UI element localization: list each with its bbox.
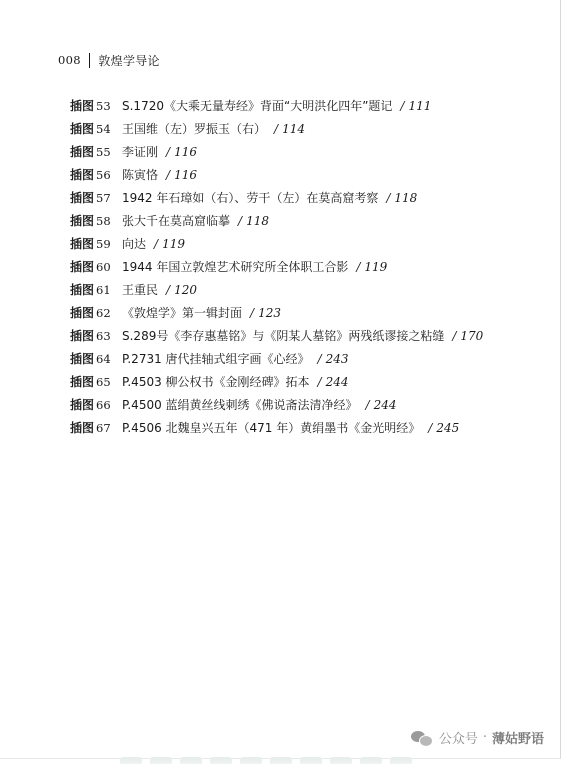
page-reference: 119 — [162, 236, 185, 251]
page-separator: / — [356, 259, 361, 274]
page-reference: 120 — [174, 282, 197, 297]
page-reference: 114 — [282, 121, 305, 136]
figure-label: 插图 56 — [70, 168, 111, 182]
figure-caption: S.1720《大乘无量寿经》背面“大明洪化四年”题记 — [122, 99, 393, 113]
list-item — [70, 163, 540, 186]
page-separator: / — [400, 98, 405, 113]
figure-number: 55 — [96, 145, 111, 159]
figure-caption: P.4500 蓝绢黄丝线刺绣《佛说斋法清净经》 — [122, 398, 358, 412]
figure-caption: 《敦煌学》第一辑封面 — [122, 306, 243, 320]
figure-caption: P.4506 北魏皇兴五年（471 年）黄绢墨书《金光明经》 — [122, 421, 421, 435]
list-item — [70, 232, 540, 255]
page-separator: / — [386, 190, 391, 205]
page-separator: / — [317, 374, 322, 389]
figure-label: 插图 54 — [70, 122, 111, 136]
page-separator: / — [452, 328, 457, 343]
figure-number: 65 — [96, 375, 111, 389]
figure-caption: 王国维（左）罗振玉（右） — [122, 122, 267, 136]
list-item — [70, 278, 540, 301]
page-separator: / — [166, 144, 171, 159]
figure-label: 插图 53 — [70, 99, 111, 113]
page-reference: 118 — [394, 190, 418, 205]
figure-number: 64 — [96, 352, 111, 366]
figure-label: 插图 60 — [70, 260, 111, 274]
page-reference: 118 — [246, 213, 269, 228]
bottom-bleed-decoration — [120, 752, 450, 764]
figure-caption: 向达 — [122, 237, 147, 251]
page-separator: / — [428, 420, 433, 435]
list-item — [70, 209, 540, 232]
figure-number: 63 — [96, 329, 111, 343]
list-item — [70, 255, 540, 278]
list-item — [70, 393, 540, 416]
page-reference: 245 — [436, 420, 460, 435]
running-header — [58, 51, 160, 69]
figure-number: 67 — [96, 421, 111, 435]
page-reference: 243 — [325, 351, 349, 366]
page-reference: 116 — [174, 144, 197, 159]
figure-caption: P.4503 柳公权书《金刚经碑》拓本 — [122, 375, 310, 389]
figure-number: 59 — [96, 237, 111, 251]
page-separator: / — [317, 351, 322, 366]
page-separator: / — [274, 121, 279, 136]
figure-label: 插图 57 — [70, 191, 111, 205]
figure-number: 54 — [96, 122, 111, 136]
figure-number: 66 — [96, 398, 111, 412]
page-reference: 170 — [460, 328, 484, 343]
figure-label: 插图 62 — [70, 306, 111, 320]
list-item — [70, 301, 540, 324]
figure-caption: 张大千在莫高窟临摹 — [122, 214, 231, 228]
page-number: 008 — [58, 53, 81, 67]
watermark-dot: · — [482, 730, 487, 745]
figure-caption: 李证刚 — [122, 145, 159, 159]
page-reference: 116 — [174, 167, 197, 182]
figure-number: 62 — [96, 306, 111, 320]
figure-label: 插图 65 — [70, 375, 111, 389]
wechat-watermark — [411, 728, 544, 747]
figure-label: 插图 64 — [70, 352, 111, 366]
watermark-name: 薄姑野语 — [491, 732, 544, 747]
book-title: 敦煌学导论 — [98, 53, 160, 68]
page-separator: / — [250, 305, 255, 320]
list-item — [70, 140, 540, 163]
list-item — [70, 117, 540, 140]
figure-label: 插图 63 — [70, 329, 111, 343]
watermark-source: 公众号 — [438, 732, 478, 747]
list-item — [70, 94, 540, 117]
figure-caption: 王重民 — [122, 283, 159, 297]
figure-caption: 1942 年石璋如（右）、劳干（左）在莫高窟考察 — [122, 191, 379, 205]
list-item — [70, 347, 540, 370]
figure-caption: S.289号《李存惠墓铭》与《阴某人墓铭》两残纸谬接之粘缝 — [122, 329, 445, 343]
page-reference: 244 — [373, 397, 397, 412]
figure-number: 56 — [96, 168, 111, 182]
figure-caption: 1944 年国立敦煌艺术研究所全体职工合影 — [122, 260, 349, 274]
list-item — [70, 416, 540, 439]
page-separator: / — [154, 236, 159, 251]
list-item — [70, 324, 540, 347]
figure-caption: P.2731 唐代挂轴式组字画《心经》 — [122, 352, 310, 366]
figure-number: 61 — [96, 283, 111, 297]
page-separator: / — [166, 282, 171, 297]
page-separator: / — [238, 213, 243, 228]
page-reference: 119 — [364, 259, 388, 274]
page-separator: / — [365, 397, 370, 412]
figure-label: 插图 55 — [70, 145, 111, 159]
figure-label: 插图 59 — [70, 237, 111, 251]
figure-number: 57 — [96, 191, 111, 205]
figure-number: 53 — [96, 99, 111, 113]
page-reference: 123 — [258, 305, 281, 320]
illustration-list — [70, 94, 540, 439]
page-separator: / — [166, 167, 171, 182]
wechat-icon — [411, 729, 433, 747]
figure-caption: 陈寅恪 — [122, 168, 159, 182]
figure-label: 插图 61 — [70, 283, 111, 297]
figure-label: 插图 66 — [70, 398, 111, 412]
figure-number: 58 — [96, 214, 111, 228]
figure-number: 60 — [96, 260, 111, 274]
header-divider — [89, 53, 91, 68]
list-item — [70, 186, 540, 209]
page-reference: 244 — [325, 374, 349, 389]
figure-label: 插图 58 — [70, 214, 111, 228]
page-reference: 111 — [408, 98, 432, 113]
figure-label: 插图 67 — [70, 421, 111, 435]
list-item — [70, 370, 540, 393]
